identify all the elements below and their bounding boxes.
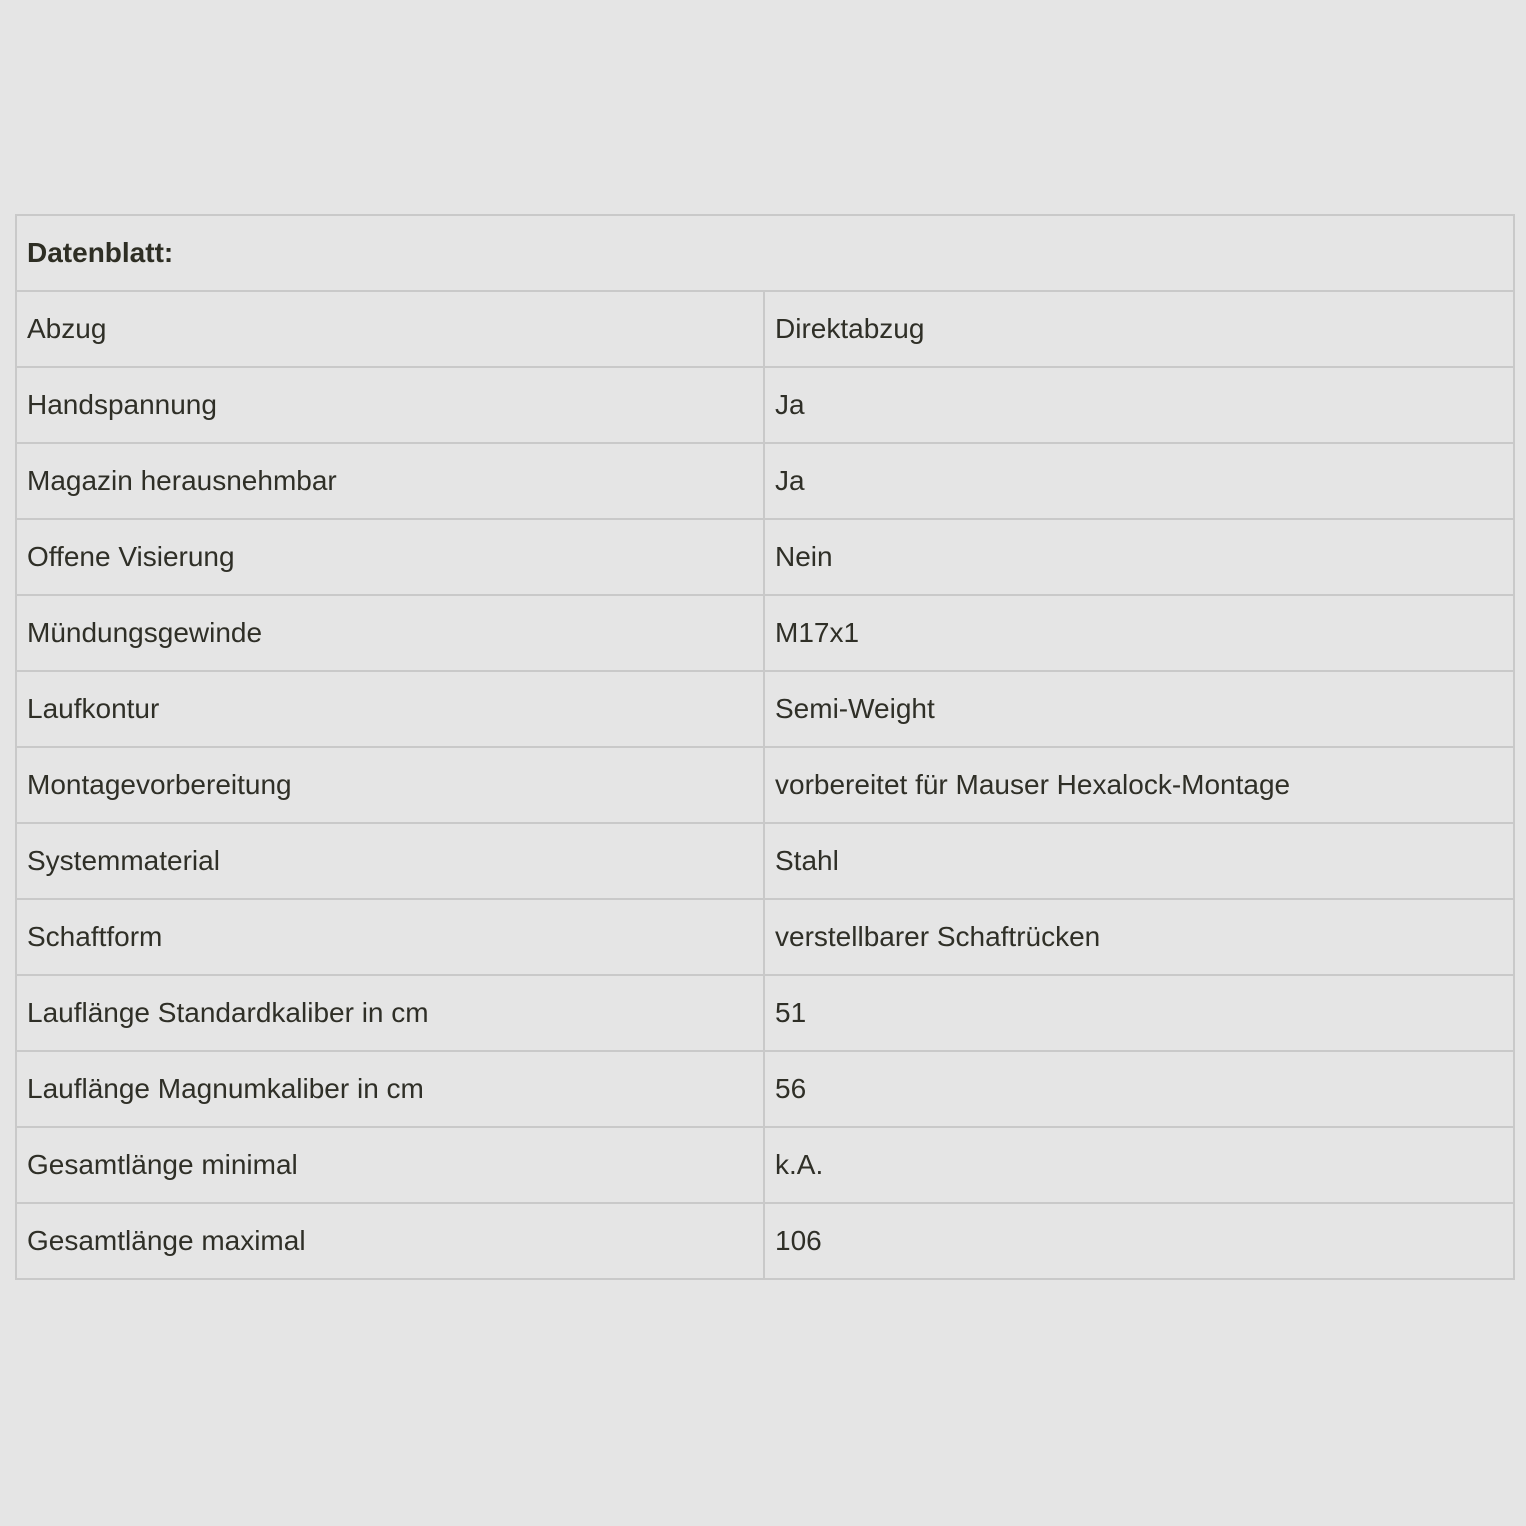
row-value: 56 [764,1051,1514,1127]
row-label: Magazin herausnehmbar [16,443,764,519]
row-value: 106 [764,1203,1514,1279]
row-value: M17x1 [764,595,1514,671]
row-value: vorbereitet für Mauser Hexalock-Montage [764,747,1514,823]
table-row [16,823,1514,899]
table-row [16,975,1514,1051]
row-value: Ja [764,443,1514,519]
row-label: Gesamtlänge minimal [16,1127,764,1203]
table-row [16,1051,1514,1127]
row-value: 51 [764,975,1514,1051]
table-row [16,595,1514,671]
row-label: Handspannung [16,367,764,443]
table-row [16,367,1514,443]
table-row [16,443,1514,519]
row-label: Abzug [16,291,764,367]
table-row [16,291,1514,367]
row-label: Mündungsgewinde [16,595,764,671]
datasheet-header-row [16,215,1514,291]
row-value: Stahl [764,823,1514,899]
row-label: Montagevorbereitung [16,747,764,823]
datasheet-title: Datenblatt: [16,215,1514,291]
row-label: Gesamtlänge maximal [16,1203,764,1279]
row-label: Lauflänge Standardkaliber in cm [16,975,764,1051]
row-value: Semi-Weight [764,671,1514,747]
table-row [16,1127,1514,1203]
table-row [16,671,1514,747]
datasheet-table [15,214,1515,1280]
row-value: k.A. [764,1127,1514,1203]
row-value: Nein [764,519,1514,595]
table-row [16,519,1514,595]
row-value: Direktabzug [764,291,1514,367]
row-label: Schaftform [16,899,764,975]
table-row [16,899,1514,975]
row-label: Systemmaterial [16,823,764,899]
row-label: Lauflänge Magnumkaliber in cm [16,1051,764,1127]
table-row [16,747,1514,823]
row-label: Laufkontur [16,671,764,747]
row-value: verstellbarer Schaftrücken [764,899,1514,975]
row-label: Offene Visierung [16,519,764,595]
row-value: Ja [764,367,1514,443]
table-row [16,1203,1514,1279]
